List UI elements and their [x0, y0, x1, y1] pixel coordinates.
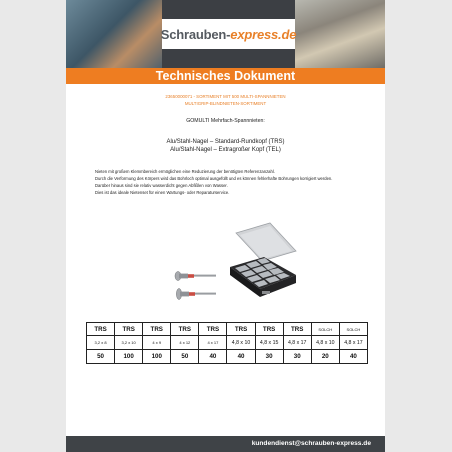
article-subtitle-2: MULTIGRIP-BLINDNIETEN-SORTIMENT	[184, 101, 267, 106]
table-cell-type: SOLCH	[311, 323, 339, 336]
table-cell-quantity: 100	[143, 350, 171, 364]
footer-bar	[66, 436, 385, 452]
rivet-spec-table	[86, 322, 368, 364]
table-cell-quantity: 40	[339, 350, 367, 364]
description-paragraph	[95, 168, 365, 196]
table-cell-quantity: 40	[227, 350, 255, 364]
product-line-trs: Alu/Stahl-Nagel – Standard-Rundkopf (TRS)	[166, 139, 285, 145]
table-row-types	[87, 323, 368, 336]
rivet-trs-image	[174, 271, 216, 281]
table-row-sizes	[87, 336, 368, 350]
table-cell-type: TRS	[171, 323, 199, 336]
description-line: Dies ist das ideale Nietenset für einen Wartungs- oder Reparaturservice.	[95, 190, 230, 195]
description-line: Durch die Verformung des Körpers wird das Bohrloch optimal ausgefüllt und es können fehlerhafte Bohrungen korrigiert werden.	[95, 176, 333, 181]
description-line: Darüber hinaus sind sie relativ wasserdicht gegen Abfißlen von Wasser.	[95, 183, 228, 188]
document-page	[66, 0, 385, 452]
table-cell-quantity: 30	[255, 350, 283, 364]
brand-logo	[162, 19, 295, 49]
table-cell-quantity: 50	[171, 350, 199, 364]
article-subtitle-1: 23650000071 - SORTIMENT MIT 500 MULTI-SPANNNIETEN	[165, 94, 286, 99]
table-cell-size: 4 x 12	[171, 336, 199, 350]
table-cell-type: TRS	[283, 323, 311, 336]
document-title-banner	[66, 68, 385, 84]
description-line: Nieten mit großem Klemmbereich ermöglichen eine Reduzierung der benötigten Referenzanzahl.	[95, 169, 275, 174]
table-cell-type: TRS	[255, 323, 283, 336]
table-cell-type: TRS	[227, 323, 255, 336]
product-line-tel: Alu/Stahl-Nagel – Extragroßer Kopf (TEL)	[170, 147, 281, 153]
table-cell-quantity: 100	[115, 350, 143, 364]
logo-main-text: Schrauben-	[160, 26, 231, 42]
table-cell-size: 4,8 x 10	[227, 336, 255, 350]
rivet-case-image	[226, 221, 298, 301]
table-cell-size: 4,8 x 17	[283, 336, 311, 350]
table-row-quantities	[87, 350, 368, 364]
support-email-link[interactable]: kundendienst@schrauben-express.de	[251, 440, 371, 447]
table-cell-type: TRS	[143, 323, 171, 336]
table-cell-type: TRS	[87, 323, 115, 336]
intro-heading: GOMULTI Mehrfach-Spannnieten:	[186, 118, 265, 124]
table-cell-size: 4 x 17	[199, 336, 227, 350]
table-cell-size: 4,8 x 15	[255, 336, 283, 350]
table-cell-size: 3,2 x 8	[87, 336, 115, 350]
table-cell-quantity: 40	[199, 350, 227, 364]
header-photo-tools	[66, 0, 162, 68]
table-cell-quantity: 50	[87, 350, 115, 364]
table-cell-type: SOLCH	[339, 323, 367, 336]
table-cell-size: 4,8 x 17	[339, 336, 367, 350]
table-cell-size: 4,8 x 10	[311, 336, 339, 350]
table-cell-size: 4 x 9	[143, 336, 171, 350]
header-hero	[66, 0, 385, 68]
table-cell-quantity: 20	[311, 350, 339, 364]
header-photo-screws	[295, 0, 385, 68]
rivet-tel-image	[176, 288, 216, 300]
table-cell-type: TRS	[115, 323, 143, 336]
table-cell-size: 3,2 x 10	[115, 336, 143, 350]
table-cell-type: TRS	[199, 323, 227, 336]
document-title: Technisches Dokument	[155, 69, 296, 83]
table-cell-quantity: 30	[283, 350, 311, 364]
logo-accent-text: express.de	[230, 26, 297, 42]
